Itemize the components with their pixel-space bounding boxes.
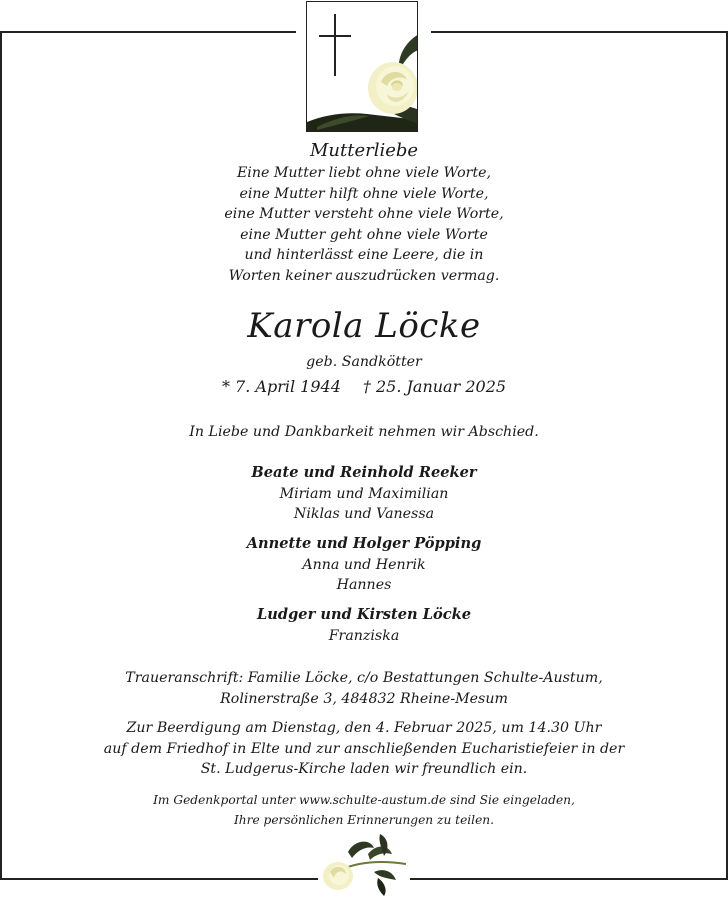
poem-line: eine Mutter versteht ohne viele Worte, bbox=[224, 206, 504, 222]
farewell-text: In Liebe und Dankbarkeit nehmen wir Abschied. bbox=[189, 424, 539, 440]
family-member: Anna und Henrik bbox=[302, 556, 426, 573]
funeral-line: Zur Beerdigung am Dienstag, den 4. Februar 2025, um 14.30 Uhr bbox=[126, 720, 602, 736]
poem-line: und hinterlässt eine Leere, die in bbox=[244, 247, 484, 263]
family-head: Ludger und Kirsten Löcke bbox=[257, 606, 471, 623]
poem-line: Worten keiner auszudrücken vermag. bbox=[228, 267, 500, 284]
bottom-rose bbox=[318, 832, 410, 896]
cross-rose-icon bbox=[307, 2, 418, 132]
family-head: Annette und Holger Pöpping bbox=[246, 535, 482, 552]
mourning-address bbox=[0, 668, 728, 709]
funeral-line: auf dem Friedhof in Elte und zur anschließenden Eucharistiefeier in der bbox=[103, 740, 625, 757]
frame-top-right bbox=[431, 31, 728, 33]
family-member: Franziska bbox=[328, 627, 400, 644]
poem bbox=[0, 163, 728, 286]
family-group bbox=[0, 534, 728, 596]
funeral-line: St. Ludgerus-Kirche laden wir freundlich ein. bbox=[200, 761, 528, 777]
cross-rose-emblem bbox=[306, 1, 418, 132]
poem-title: Mutterliebe bbox=[309, 140, 419, 161]
memorial-portal-note bbox=[0, 790, 728, 830]
family-group bbox=[0, 463, 728, 525]
deceased-name: Karola Löcke bbox=[247, 306, 481, 346]
poem-line: eine Mutter hilft ohne viele Worte, bbox=[239, 185, 489, 202]
funeral-notice bbox=[0, 718, 728, 780]
portal-line: Ihre persönlichen Erinnerungen zu teilen. bbox=[233, 813, 495, 827]
family-member: Miriam und Maximilian bbox=[279, 485, 449, 502]
poem-line: eine Mutter geht ohne viele Worte bbox=[240, 226, 488, 243]
maiden-name: geb. Sandkötter bbox=[306, 354, 422, 370]
portal-line: Im Gedenkportal unter www.schulte-austum.de sind Sie eingeladen, bbox=[153, 793, 575, 807]
birth-date: * 7. April 1944 bbox=[221, 377, 341, 396]
family-member: Niklas und Vanessa bbox=[293, 506, 435, 522]
family-member: Hannes bbox=[336, 577, 392, 593]
frame-bottom-right bbox=[410, 878, 728, 880]
address-line: Rolinerstraße 3, 484832 Rheine-Mesum bbox=[220, 690, 508, 707]
frame-top-left bbox=[0, 31, 296, 33]
death-date: † 25. Januar 2025 bbox=[362, 377, 507, 396]
poem-line: Eine Mutter liebt ohne viele Worte, bbox=[236, 165, 492, 181]
rose-icon bbox=[318, 832, 410, 896]
family-group bbox=[0, 605, 728, 646]
address-line: Traueranschrift: Familie Löcke, c/o Bestattungen Schulte-Austum, bbox=[125, 670, 603, 686]
life-dates bbox=[0, 377, 728, 396]
frame-bottom-left bbox=[0, 878, 318, 880]
family-head: Beate und Reinhold Reeker bbox=[251, 464, 477, 481]
